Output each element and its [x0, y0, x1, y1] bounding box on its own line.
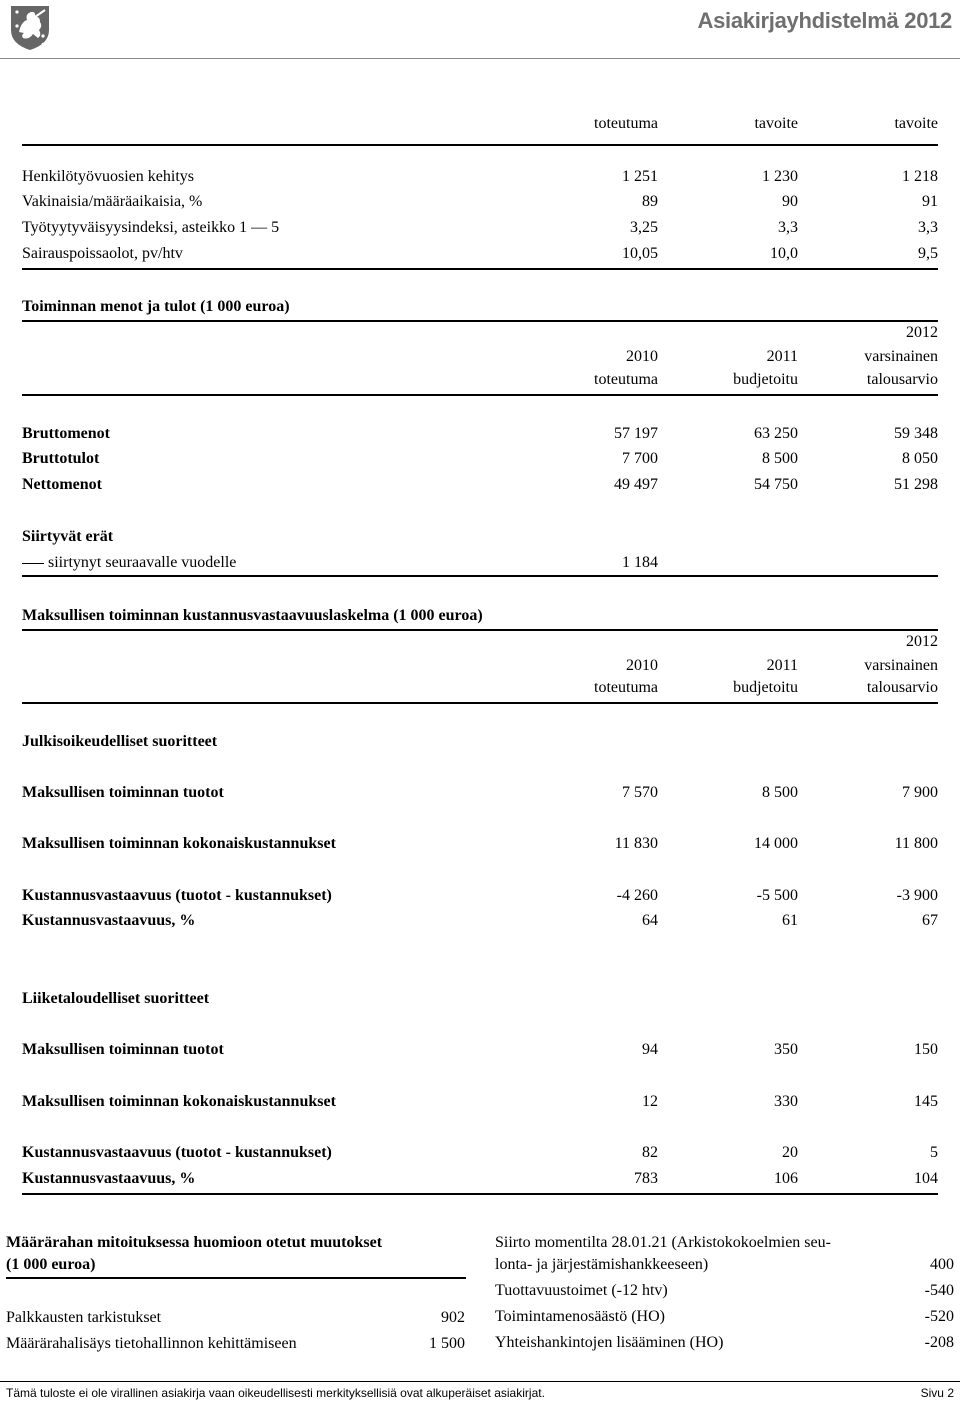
cost-cell: 82 [642, 1144, 658, 1161]
cost-cell: -5 500 [756, 887, 798, 904]
cost-cell: 783 [634, 1170, 658, 1187]
transfers-row [22, 553, 236, 573]
transfers-value: 1 184 [622, 554, 658, 571]
personnel-row-label: Työtyytyväisyysindeksi, asteikko 1 — 5 [22, 219, 280, 236]
personnel-row-label: Vakinaisia/määräaikaisia, % [22, 193, 203, 210]
cost-col3-mid: varsinainen [864, 657, 938, 674]
changes-right-label: Tuottavuustoimet (-12 htv) [495, 1282, 668, 1299]
cost-cell: 7 570 [622, 784, 658, 801]
cost-cell: 64 [642, 912, 658, 929]
changes-title-unit: (1 000 euroa) [6, 1256, 96, 1273]
cost-title-rule [22, 629, 938, 631]
changes-right-label: Toimintamenosäästö (HO) [495, 1308, 665, 1325]
cost-row-label: Kustannusvastaavuus, % [22, 1170, 196, 1187]
personnel-col-header-3: tavoite [894, 115, 938, 132]
personnel-cell: 1 251 [622, 168, 658, 185]
personnel-cell: 91 [922, 193, 938, 210]
cost-col1-year: 2010 [626, 657, 658, 674]
cost-title: Maksullisen toiminnan kustannusvastaavuuslaskelma (1 000 euroa) [22, 607, 483, 624]
cost-cell: 350 [774, 1041, 798, 1058]
changes-left-value: 902 [441, 1309, 465, 1326]
expenses-row-label: Bruttomenot [22, 425, 110, 442]
cost-col3-year: 2012 [906, 633, 938, 650]
expenses-col2-year: 2011 [766, 348, 798, 365]
cost-row-label: Maksullisen toiminnan tuotot [22, 784, 224, 801]
cost-row-label: Kustannusvastaavuus (tuotot - kustannukset) [22, 887, 332, 904]
expenses-col2-sub: budjetoitu [733, 371, 798, 388]
dash-mark [22, 563, 44, 564]
expenses-row-label: Bruttotulot [22, 450, 100, 467]
changes-right-value: -520 [924, 1308, 954, 1325]
cost-cell: 67 [922, 912, 938, 929]
personnel-cell: 3,3 [778, 219, 798, 236]
expenses-cell: 63 250 [754, 425, 798, 442]
expenses-col3-year: 2012 [906, 324, 938, 341]
expenses-cell: 51 298 [894, 476, 938, 493]
cost-col2-year: 2011 [766, 657, 798, 674]
cost-cell: 330 [774, 1093, 798, 1110]
expenses-cell: 7 700 [622, 450, 658, 467]
coat-of-arms-icon [5, 2, 55, 52]
changes-right-value: 400 [930, 1256, 954, 1273]
expenses-col3-sub: talousarvio [866, 371, 938, 388]
page-number: Sivu 2 [920, 1386, 954, 1400]
cost-header-rule [22, 702, 938, 704]
personnel-cell: 1 230 [762, 168, 798, 185]
expenses-cell: 8 500 [762, 450, 798, 467]
cost-cell: 5 [930, 1144, 938, 1161]
cost-col1-sub: toteutuma [594, 679, 658, 696]
personnel-cell: 1 218 [902, 168, 938, 185]
footer-note: Tämä tuloste ei ole virallinen asiakirja vaan oikeudellisesti merkityksellisiä ovat alkuperäiset asiakirjat. [6, 1386, 545, 1400]
expenses-col1-year: 2010 [626, 348, 658, 365]
expenses-cell: 49 497 [614, 476, 658, 493]
personnel-cell: 3,25 [630, 219, 658, 236]
cost-cell: 106 [774, 1170, 798, 1187]
changes-right-label: Siirto momentilta 28.01.21 (Arkistokokoelmien seu- [495, 1234, 831, 1251]
cost-row-label: Kustannusvastaavuus, % [22, 912, 196, 929]
personnel-bottom-rule [22, 268, 938, 270]
cost-cell: -4 260 [616, 887, 658, 904]
personnel-header-rule [22, 144, 938, 146]
cost-cell: 12 [642, 1093, 658, 1110]
personnel-row-label: Sairauspoissaolot, pv/htv [22, 245, 183, 262]
business-section-title: Liiketaloudelliset suoritteet [22, 990, 210, 1007]
expenses-cell: 8 050 [902, 450, 938, 467]
changes-right-label: Yhteishankintojen lisääminen (HO) [495, 1334, 724, 1351]
personnel-cell: 89 [642, 193, 658, 210]
expenses-col1-sub: toteutuma [594, 371, 658, 388]
changes-right-label-cont: lonta- ja järjestämishankkeeseen) [495, 1256, 709, 1273]
cost-cell: 20 [782, 1144, 798, 1161]
personnel-cell: 10,05 [622, 245, 658, 262]
cost-cell: 7 900 [902, 784, 938, 801]
cost-col2-sub: budjetoitu [733, 679, 798, 696]
expenses-header-rule [22, 394, 938, 396]
personnel-cell: 90 [782, 193, 798, 210]
changes-title-rule [6, 1277, 466, 1279]
cost-col3-sub: talousarvio [866, 679, 938, 696]
changes-left-label: Palkkausten tarkistukset [6, 1309, 162, 1326]
changes-right-value: -208 [924, 1334, 954, 1351]
changes-left-label: Määrärahalisäys tietohallinnon kehittämiseen [6, 1335, 297, 1352]
cost-cell: 145 [914, 1093, 938, 1110]
cost-cell: 8 500 [762, 784, 798, 801]
personnel-col-header-2: tavoite [754, 115, 798, 132]
footer-divider [0, 1381, 960, 1382]
expenses-row-label: Nettomenot [22, 476, 102, 493]
expenses-col3-mid: varsinainen [864, 348, 938, 365]
cost-cell: 104 [914, 1170, 938, 1187]
personnel-col-header-1: toteutuma [594, 115, 658, 132]
cost-cell: 11 830 [614, 835, 658, 852]
personnel-row-label: Henkilötyövuosien kehitys [22, 168, 194, 185]
cost-cell: 14 000 [754, 835, 798, 852]
expenses-title-rule [22, 320, 938, 322]
expenses-cell: 57 197 [614, 425, 658, 442]
cost-row-label: Kustannusvastaavuus (tuotot - kustannukset) [22, 1144, 332, 1161]
cost-cell: 61 [782, 912, 798, 929]
cost-cell: 94 [642, 1041, 658, 1058]
transfers-label: siirtynyt seuraavalle vuodelle [48, 554, 237, 571]
expenses-cell: 54 750 [754, 476, 798, 493]
expenses-cell: 59 348 [894, 425, 938, 442]
cost-bottom-rule [22, 1193, 938, 1195]
cost-cell: -3 900 [896, 887, 938, 904]
changes-right-value: -540 [924, 1282, 954, 1299]
personnel-cell: 3,3 [918, 219, 938, 236]
personnel-cell: 9,5 [918, 245, 938, 262]
cost-cell: 150 [914, 1041, 938, 1058]
cost-cell: 11 800 [894, 835, 938, 852]
document-title: Asiakirjayhdistelmä 2012 [697, 8, 952, 33]
public-section-title: Julkisoikeudelliset suoritteet [22, 733, 218, 750]
cost-row-label: Maksullisen toiminnan kokonaiskustannukset [22, 1093, 336, 1110]
changes-left-value: 1 500 [429, 1335, 465, 1352]
cost-row-label: Maksullisen toiminnan tuotot [22, 1041, 224, 1058]
changes-title: Määrärahan mitoituksessa huomioon otetut muutokset [6, 1234, 383, 1251]
cost-row-label: Maksullisen toiminnan kokonaiskustannukset [22, 835, 336, 852]
transfers-bottom-rule [22, 575, 938, 577]
personnel-cell: 10,0 [770, 245, 798, 262]
expenses-title: Toiminnan menot ja tulot (1 000 euroa) [22, 298, 290, 315]
transfers-title: Siirtyvät erät [22, 528, 114, 545]
header-divider [0, 58, 960, 59]
